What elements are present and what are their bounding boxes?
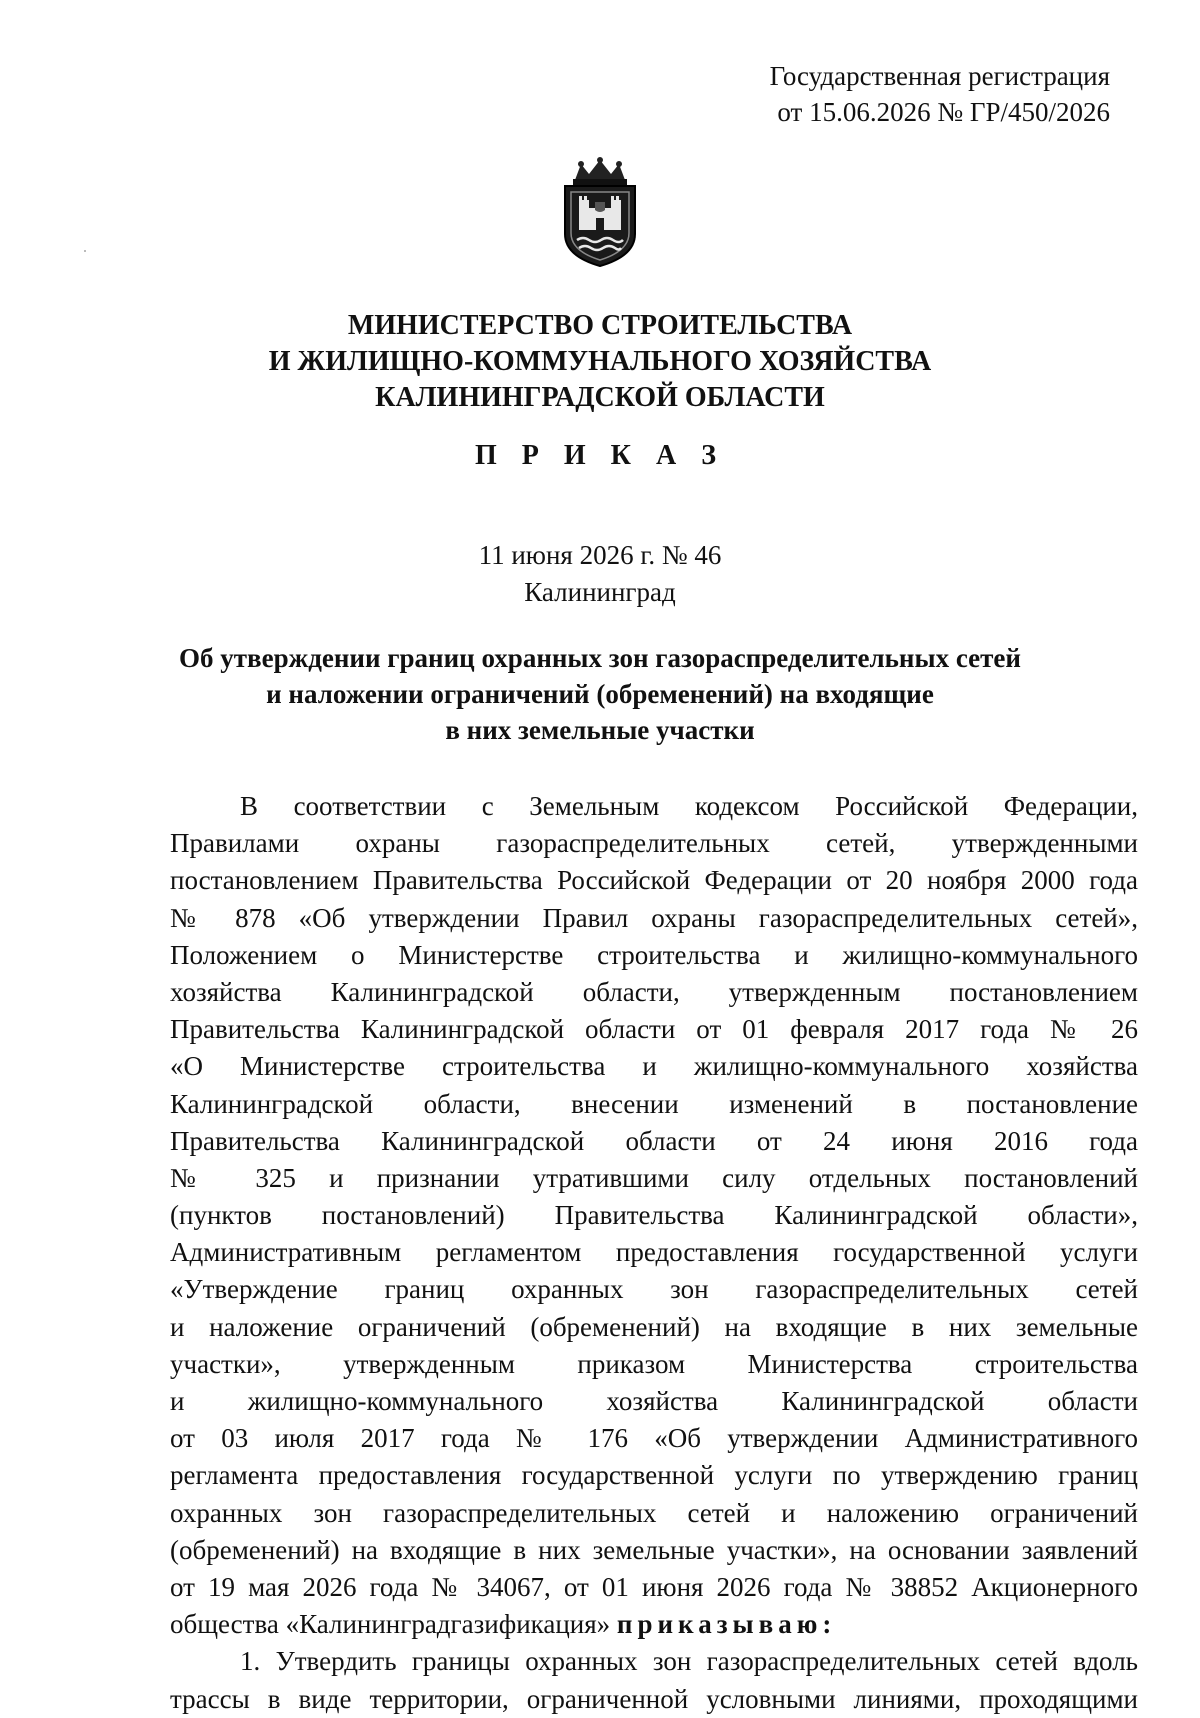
subject-line-3: в них земельные участки xyxy=(445,715,755,745)
body-line: Административным регламентом предоставления государственной услуги xyxy=(170,1237,1138,1268)
subject-line-2: и наложении ограничений (обременений) на входящие xyxy=(266,679,934,709)
body-line: Правилами охраны газораспределительных сетей, утвержденными xyxy=(170,828,1138,859)
body-line: Калининградской области, внесении изменений в постановление xyxy=(170,1088,1138,1119)
body-line: № 878 «Об утверждении Правил охраны газораспределительных сетей», xyxy=(170,902,1138,933)
registration-stamp xyxy=(630,58,1110,130)
body-line: хозяйства Калининградской области, утвержденным постановлением xyxy=(170,976,1138,1007)
body-line: (обременений) на входящие в них земельные участки», на основании заявлений xyxy=(170,1534,1138,1565)
body-line: от 19 мая 2026 года № 34067, от 01 июня 2026 года № 38852 Акционерного xyxy=(170,1571,1138,1602)
order-subject xyxy=(0,640,1200,748)
order-date-block xyxy=(0,537,1200,611)
body-line-decree xyxy=(170,1606,1138,1643)
body-line: и жилищно-коммунального хозяйства Калининградской области xyxy=(170,1386,1138,1416)
subject-line-1: Об утверждении границ охранных зон газораспределительных сетей xyxy=(179,643,1021,673)
body-line: и наложение ограничений (обременений) на входящие в них земельные xyxy=(170,1311,1138,1342)
body-line: Правительства Калининградской области от 24 июня 2016 года xyxy=(170,1125,1138,1156)
ministry-line-1: МИНИСТЕРСТВО СТРОИТЕЛЬСТВА xyxy=(347,310,853,341)
decree-word: приказываю: xyxy=(616,1609,837,1640)
item-1-line: 1. Утвердить границы охранных зон газораспределительных сетей вдоль xyxy=(240,1646,1138,1677)
body-line: Правительства Калининградской области от 01 февраля 2017 года № 26 xyxy=(170,1014,1138,1045)
body-line: «Утверждение границ охранных зон газораспределительных сетей xyxy=(170,1274,1138,1305)
order-title: П Р И К А З xyxy=(475,440,725,471)
body-line: Положением о Министерстве строительства и жилищно-коммунального xyxy=(170,939,1138,970)
ministry-line-2: И ЖИЛИЩНО-КОММУНАЛЬНОГО ХОЗЯЙСТВА xyxy=(268,346,932,377)
order-city: Калининград xyxy=(524,577,676,607)
body-line: охранных зон газораспределительных сетей и наложению ограничений xyxy=(170,1497,1138,1528)
body-line: постановлением Правительства Российской Федерации от 20 ноября 2000 года xyxy=(170,865,1138,896)
item-1-line: трассы в виде территории, ограниченной условными линиями, проходящими xyxy=(170,1683,1138,1714)
registration-line-2: от 15.06.2026 № ГР/450/2026 xyxy=(777,97,1110,127)
ministry-line-3: КАЛИНИНГРАДСКОЙ ОБЛАСТИ xyxy=(375,382,825,413)
body-line: «О Министерстве строительства и жилищно-коммунального хозяйства xyxy=(170,1051,1138,1082)
ministry-name xyxy=(0,308,1200,416)
decree-prefix: общества «Калининградгазификация» xyxy=(170,1609,617,1640)
registration-line-1: Государственная регистрация xyxy=(769,61,1110,91)
body-line: (пунктов постановлений) Правительства Калининградской области», xyxy=(170,1200,1138,1231)
kaliningrad-coat-of-arms-icon xyxy=(555,156,645,268)
order-body xyxy=(170,788,1138,1718)
order-date-number: 11 июня 2026 г. № 46 xyxy=(478,540,722,570)
body-line: № 325 и признании утратившими силу отдельных постановлений xyxy=(170,1162,1138,1193)
body-line: от 03 июля 2017 года № 176 «Об утверждении Административного xyxy=(170,1423,1138,1454)
body-line: В соответствии с Земельным кодексом Российской Федерации, xyxy=(240,791,1138,821)
body-line: участки», утвержденным приказом Министерства строительства xyxy=(170,1348,1138,1379)
scan-dot xyxy=(84,250,86,252)
body-line: регламента предоставления государственной услуги по утверждению границ xyxy=(170,1460,1138,1491)
